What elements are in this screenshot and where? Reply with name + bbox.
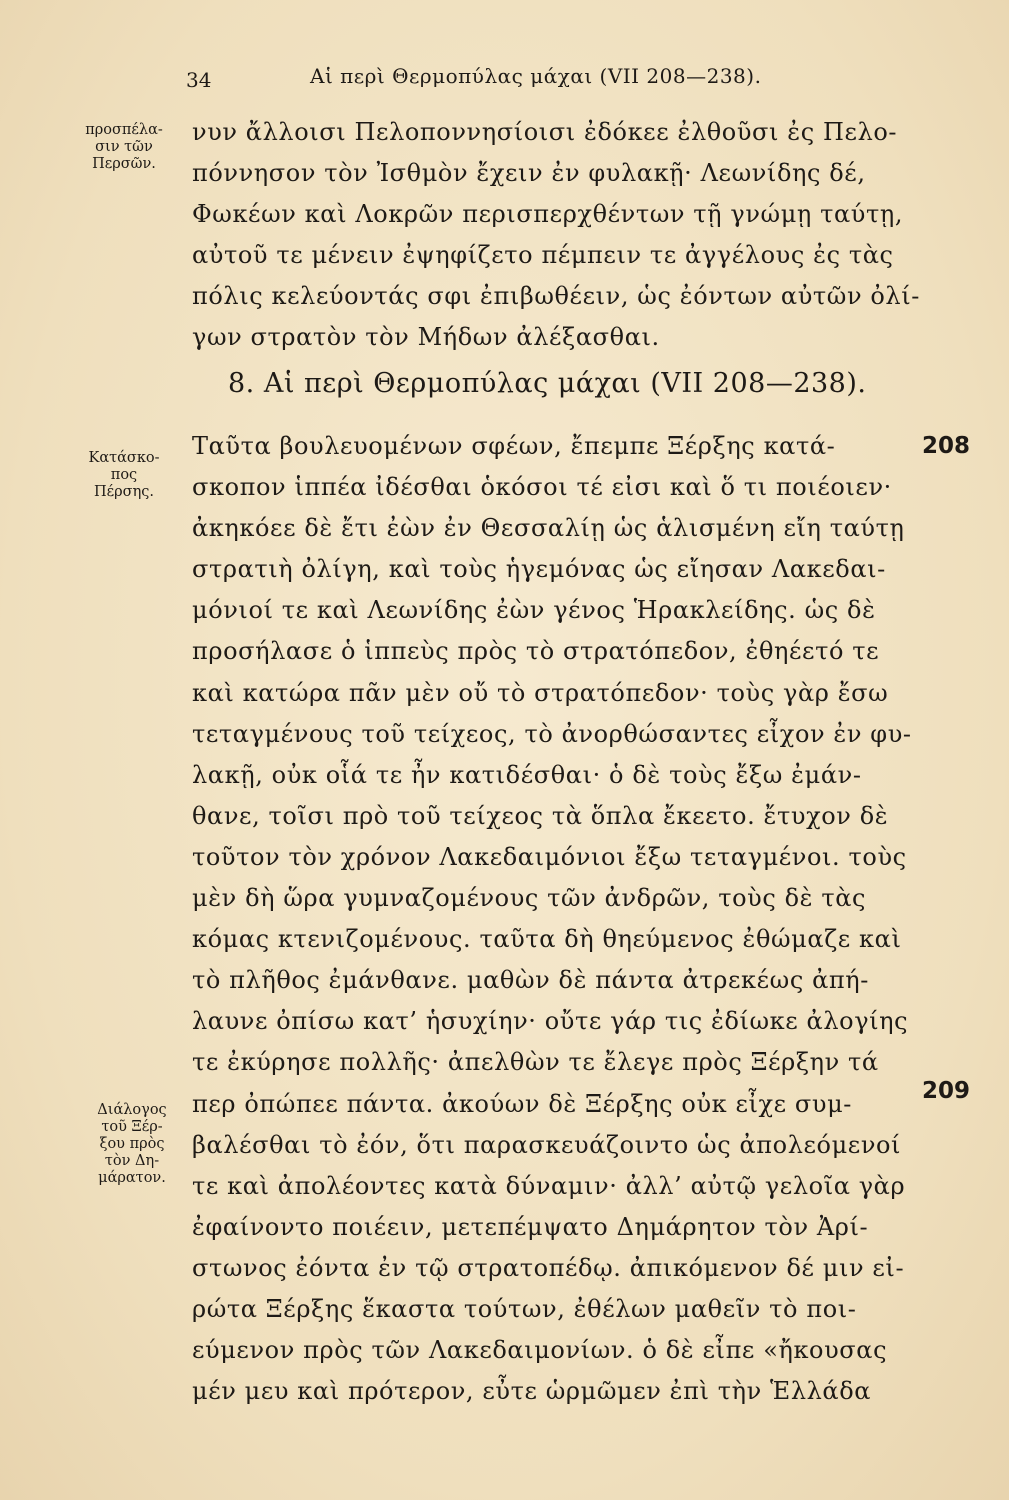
margin-note: Κατάσκο- πος Πέρσης. [88, 450, 160, 500]
page-header [180, 60, 880, 100]
margin-note: προσπέλα- σιν τῶν Περσῶν. [85, 122, 163, 172]
margin-note: Διάλογος τοῦ Ξέρ- ξου πρὸς τὸν Δη- μάρατον. [97, 1102, 167, 1186]
chapter-number: 209 [922, 1078, 971, 1104]
section-heading: 8. Αἱ περὶ Θερμοπύλας μάχαι (VII 208—238). [228, 368, 867, 399]
paragraph-continued: νυν ἄλλοισι Πελοποννησίοισι ἐδόκεε ἐλθοῦσι ἐς Πελο- πόννησον τὸν Ἰσθμὸν ἔχειν ἐν φυλακῇ· Λεωνίδης δέ, Φωκέων καὶ Λοκρῶν περισπερχθέντων τῇ γνώμῃ ταύτῃ, αὐτοῦ τε μένειν ἐψηφίζετο πέμπειν τε ἀγγέλους ἐς τὰς πόλις κελεύοντάς σφι ἐπιβωθέειν, ὡς ἐόντων αὐτῶν ὀλί- γων στρατὸν τὸν Μήδων ἀλέξασθαι. [192, 118, 920, 352]
paragraph-main: Ταῦτα βουλευομένων σφέων, ἔπεμπε Ξέρξης κατά- σκοπον ἱππέα ἰδέσθαι ὁκόσοι τέ εἰσι καὶ ὅ τι ποιέοιεν· ἀκηκόεε δὲ ἔτι ἐὼν ἐν Θεσσαλίῃ ὡς ἁλισμένη εἴη ταύτῃ στρατιὴ ὀλίγη, καὶ τοὺς ἡγεμόνας ὡς εἴησαν Λακεδαι- μόνιοί τε καὶ Λεωνίδης ἐὼν γένος Ἡρακλείδης. ὡς δὲ προσήλασε ὁ ἱππεὺς πρὸς τὸ στρατόπεδον, ἐθηέετό τε καὶ κατώρα πᾶν μὲν οὔ τὸ στρατόπεδον· τοὺς γὰρ ἔσω τεταγμένους τοῦ τείχεος, τὸ ἀνορθώσαντες εἶχον ἐν φυ- λακῇ, οὐκ οἷά τε ἦν κατιδέσθαι· ὁ δὲ τοὺς ἔξω ἐμάν- θανε, τοῖσι πρὸ τοῦ τείχεος τὰ ὅπλα ἔκεετο. ἔτυχον δὲ τοῦτον τὸν χρόνον Λακεδαιμόνιοι ἔξω τεταγμένοι. τοὺς μὲν δὴ ὥρα γυμναζομένους τῶν ἀνδρῶν, τοὺς δὲ τὰς κόμας κτενιζομένους. ταῦτα δὴ θηεύμενος ἐθώμαζε καὶ τὸ πλῆθος ἐμάνθανε. μαθὼν δὲ πάντα ἀτρεκέως ἀπή- λαυνε ὀπίσω κατ’ ἡσυχίην· οὔτε γάρ τις ἐδίωκε ἀλογίης τε ἐκύρησε πολλῆς· ἀπελθὼν τε ἔλεγε πρὸς Ξέρξην τά περ ὀπώπεε πάντα. ἀκούων δὲ Ξέρξης οὐκ εἶχε συμ- βαλέσθαι τὸ ἐόν, ὅτι παρασκευάζοιντο ὡς ἀπολεόμενοί τε καὶ ἀπολέοντες κατὰ δύναμιν· ἀλλ’ αὐτῷ γελοῖα γὰρ ἐφαίνοντο ποιέειν, μετεπέμψατο Δημάρητον τὸν Ἀρί- στωνος ἐόντα ἐν τῷ στρατοπέδῳ. ἀπικόμενον δέ μιν εἰ- ρώτα Ξέρξης ἕκαστα τούτων, ἐθέλων μαθεῖν τὸ ποι- εύμενον πρὸς τῶν Λακεδαιμονίων. ὁ δὲ εἶπε «ἤκουσας μέν μευ καὶ πρότερον, εὖτε ὡρμῶμεν ἐπὶ τὴν Ἑλλάδα [192, 432, 912, 1406]
running-title: Αἱ περὶ Θερμοπύλας μάχαι (VII 208—238). [310, 64, 762, 88]
chapter-number: 208 [922, 433, 971, 459]
page-number: 34 [186, 68, 212, 92]
